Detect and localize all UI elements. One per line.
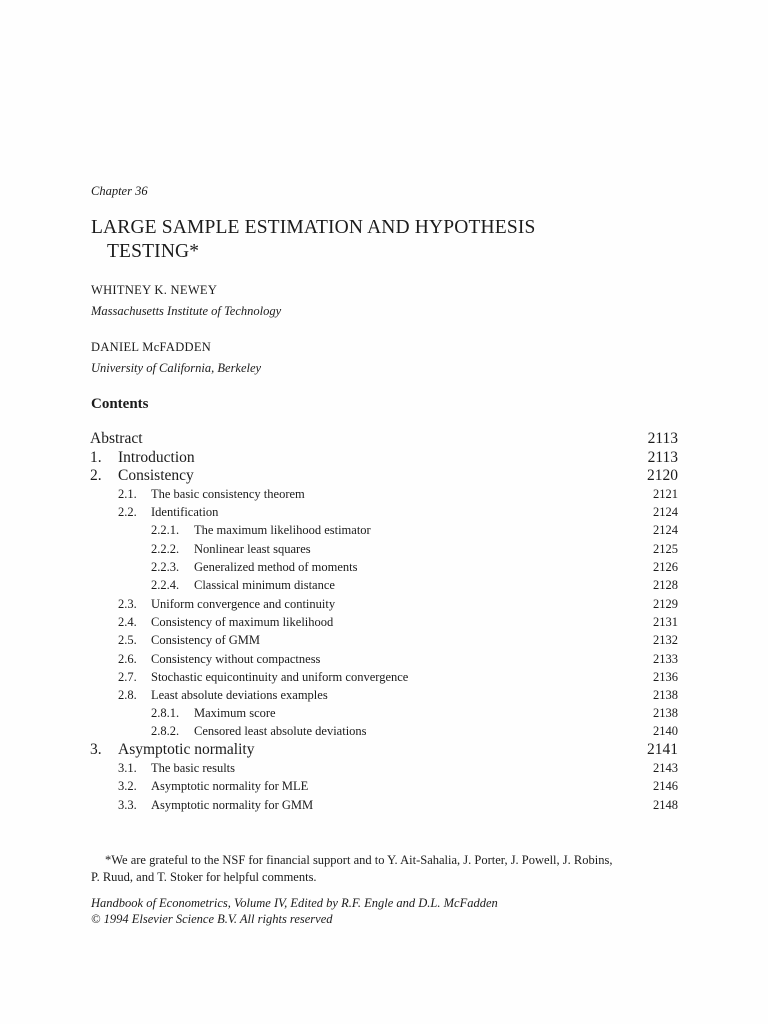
chapter-label: Chapter 36 (91, 184, 148, 198)
toc-entry-number: 3. (90, 741, 102, 758)
toc-entry-number: 2.6. (118, 652, 137, 666)
toc-entry-page: 2143 (653, 761, 678, 775)
toc-entry-title: The basic consistency theorem (151, 487, 305, 501)
toc-entry-title: Asymptotic normality (118, 741, 255, 758)
toc-entry-number: 2.5. (118, 633, 137, 647)
chapter-title (91, 216, 535, 264)
toc-entry-page: 2124 (653, 523, 678, 537)
toc-entry-page: 2131 (653, 615, 678, 629)
toc-entry-number: 3.1. (118, 761, 137, 775)
toc-entry-title: Nonlinear least squares (194, 542, 311, 556)
toc-entry-title: Identification (151, 505, 219, 519)
toc-entry-number: 2.3. (118, 597, 137, 611)
toc-entry-page: 2113 (647, 449, 678, 466)
toc-entry-page: 2129 (653, 597, 678, 611)
toc-entry-number: 2. (90, 467, 102, 484)
toc-entry-number: 2.7. (118, 670, 137, 684)
toc-entry-page: 2133 (653, 652, 678, 666)
toc-entry-page: 2140 (653, 724, 678, 738)
toc-entry-page: 2141 (647, 741, 678, 758)
imprint-line-1: Handbook of Econometrics, Volume IV, Edited by R.F. Engle and D.L. McFadden (91, 896, 498, 910)
author-name-2: DANIEL McFADDEN (91, 340, 212, 354)
toc-entry-page: 2138 (653, 688, 678, 702)
toc-entry-page: 2128 (653, 578, 678, 592)
toc-entry-number: 2.2.2. (151, 542, 180, 556)
toc-entry-title: Generalized method of moments (194, 560, 358, 574)
toc-entry-number: 2.4. (118, 615, 137, 629)
toc-entry-page: 2136 (653, 670, 678, 684)
toc-entry-number: 2.8.2. (151, 724, 180, 738)
toc-entry-number: 3.3. (118, 798, 137, 812)
toc-entry-page: 2138 (653, 706, 678, 720)
toc-entry-page: 2124 (653, 505, 678, 519)
toc-entry-title: Stochastic equicontinuity and uniform convergence (151, 670, 409, 684)
toc-entry-number: 1. (90, 449, 102, 466)
toc-entry-title: Abstract (90, 430, 143, 447)
publication-imprint (91, 896, 498, 927)
toc-entry-page: 2120 (647, 467, 678, 484)
toc-entry-title: Consistency of maximum likelihood (151, 615, 334, 629)
author-affiliation-1: Massachusetts Institute of Technology (91, 304, 282, 318)
toc-entry-number: 2.8.1. (151, 706, 180, 720)
author-affiliation-2: University of California, Berkeley (91, 361, 262, 375)
toc-entry-page: 2126 (653, 560, 678, 574)
toc-entry-title: Consistency of GMM (151, 633, 261, 647)
toc-entry-title: Asymptotic normality for MLE (151, 779, 309, 793)
toc-entry-number: 2.1. (118, 487, 137, 501)
footnote-line-1: *We are grateful to the NSF for financial support and to Y. Ait-Sahalia, J. Porter, J. Powell, J. Robins, (105, 853, 613, 867)
footnote-line-2: P. Ruud, and T. Stoker for helpful comments. (91, 869, 317, 884)
footnote (91, 852, 691, 885)
contents-heading: Contents (91, 396, 149, 412)
toc-entry-title: Consistency (118, 467, 194, 484)
chapter-title-line-1: LARGE SAMPLE ESTIMATION AND HYPOTHESIS (91, 217, 536, 238)
toc-entry-title: Least absolute deviations examples (151, 688, 328, 702)
toc-entry-page: 2121 (653, 487, 678, 501)
toc-entry-title: Uniform convergence and continuity (151, 597, 336, 611)
toc-entry-number: 2.8. (118, 688, 137, 702)
toc-entry-title: Consistency without compactness (151, 652, 321, 666)
toc-entry-number: 2.2.4. (151, 578, 180, 592)
toc-entry-title: Maximum score (194, 706, 276, 720)
toc-entry-number: 2.2. (118, 505, 137, 519)
toc-entry-page: 2132 (653, 633, 678, 647)
toc-entry-title: The maximum likelihood estimator (194, 523, 371, 537)
toc-entry-page: 2148 (653, 798, 678, 812)
toc-entry-page: 2146 (653, 779, 678, 793)
toc-entry-title: Classical minimum distance (194, 578, 335, 592)
toc-entry-number: 2.2.3. (151, 560, 180, 574)
toc-entry-number: 3.2. (118, 779, 137, 793)
author-name-1: WHITNEY K. NEWEY (91, 283, 218, 297)
toc-entry-title: Introduction (118, 449, 195, 466)
toc-entry-page: 2113 (647, 430, 678, 447)
toc-entry-number: 2.2.1. (151, 523, 180, 537)
chapter-title-line-2: TESTING* (107, 241, 200, 262)
toc-entry-page: 2125 (653, 542, 678, 556)
imprint-copyright: © 1994 Elsevier Science B.V. All rights reserved (91, 911, 333, 926)
toc-entry-title: Asymptotic normality for GMM (151, 798, 314, 812)
toc-entry-title: The basic results (151, 761, 236, 775)
toc-entry-title: Censored least absolute deviations (194, 724, 367, 738)
